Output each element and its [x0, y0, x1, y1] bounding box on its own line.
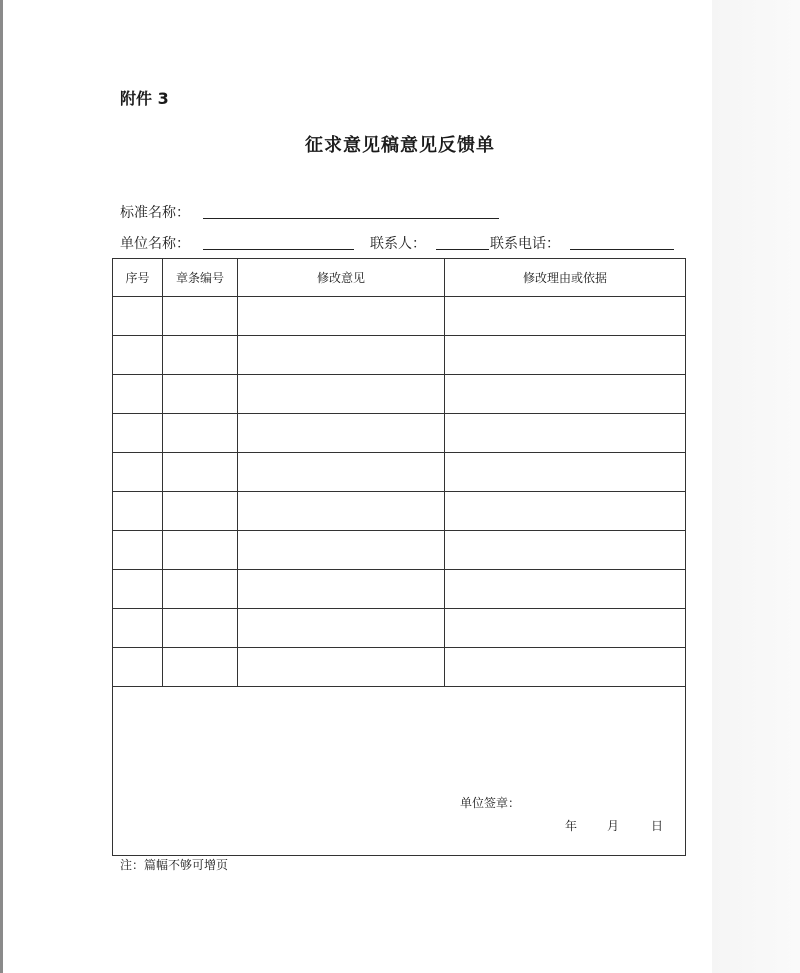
cell-revision-opinion[interactable] [238, 531, 445, 570]
table-row [113, 297, 686, 336]
cell-revision-opinion[interactable] [238, 492, 445, 531]
footnote: 注：篇幅不够可增页 [120, 858, 229, 872]
table-row [113, 609, 686, 648]
cell-revision-reason[interactable] [445, 297, 686, 336]
date-year-label: 年 [565, 819, 578, 833]
table-row [113, 570, 686, 609]
cell-revision-opinion[interactable] [238, 609, 445, 648]
signature-label: 单位签章： [460, 796, 521, 810]
cell-clause-no[interactable] [163, 492, 238, 531]
cell-serial-no[interactable] [113, 453, 163, 492]
signature-row [113, 687, 686, 856]
cell-revision-reason[interactable] [445, 609, 686, 648]
contact-line[interactable] [436, 249, 489, 250]
unit-name-label: 单位名称： [120, 236, 190, 252]
cell-revision-opinion[interactable] [238, 570, 445, 609]
table-row [113, 375, 686, 414]
cell-clause-no[interactable] [163, 336, 238, 375]
cell-clause-no[interactable] [163, 609, 238, 648]
cell-revision-reason[interactable] [445, 375, 686, 414]
cell-serial-no[interactable] [113, 609, 163, 648]
phone-label: 联系电话： [490, 236, 560, 252]
table-row [113, 414, 686, 453]
date-month-label: 月 [607, 819, 620, 833]
table-header-row [113, 259, 686, 297]
table-row [113, 336, 686, 375]
cell-clause-no[interactable] [163, 414, 238, 453]
signature-cell[interactable] [113, 687, 686, 856]
cell-revision-opinion[interactable] [238, 453, 445, 492]
cell-serial-no[interactable] [113, 297, 163, 336]
cell-clause-no[interactable] [163, 648, 238, 687]
date-day-label: 日 [651, 819, 664, 833]
cell-revision-reason[interactable] [445, 453, 686, 492]
cell-revision-opinion[interactable] [238, 414, 445, 453]
cell-revision-opinion[interactable] [238, 297, 445, 336]
cell-revision-reason[interactable] [445, 531, 686, 570]
cell-clause-no[interactable] [163, 297, 238, 336]
cell-revision-reason[interactable] [445, 336, 686, 375]
cell-revision-reason[interactable] [445, 648, 686, 687]
form-title: 征求意见稿意见反馈单 [305, 135, 495, 156]
table-row [113, 531, 686, 570]
cell-serial-no[interactable] [113, 414, 163, 453]
cell-clause-no[interactable] [163, 453, 238, 492]
cell-clause-no[interactable] [163, 531, 238, 570]
standard-name-line[interactable] [203, 218, 499, 219]
phone-line[interactable] [570, 249, 674, 250]
feedback-table [112, 258, 686, 856]
header-revision-opinion: 修改意见 [238, 259, 445, 297]
cell-revision-opinion[interactable] [238, 336, 445, 375]
cell-serial-no[interactable] [113, 336, 163, 375]
cell-revision-reason[interactable] [445, 492, 686, 531]
cell-clause-no[interactable] [163, 570, 238, 609]
cell-serial-no[interactable] [113, 531, 163, 570]
cell-serial-no[interactable] [113, 570, 163, 609]
header-serial-no: 序号 [113, 259, 163, 297]
cell-serial-no[interactable] [113, 492, 163, 531]
cell-clause-no[interactable] [163, 375, 238, 414]
cell-revision-reason[interactable] [445, 414, 686, 453]
cell-revision-opinion[interactable] [238, 648, 445, 687]
cell-serial-no[interactable] [113, 375, 163, 414]
unit-name-line[interactable] [203, 249, 354, 250]
cell-serial-no[interactable] [113, 648, 163, 687]
standard-name-label: 标准名称： [120, 205, 190, 221]
header-clause-no: 章条编号 [163, 259, 238, 297]
cell-revision-reason[interactable] [445, 570, 686, 609]
contact-label: 联系人： [370, 236, 426, 252]
table-row [113, 492, 686, 531]
attachment-label: 附件 3 [120, 89, 169, 108]
cell-revision-opinion[interactable] [238, 375, 445, 414]
table-row [113, 648, 686, 687]
table-row [113, 453, 686, 492]
header-revision-reason: 修改理由或依据 [445, 259, 686, 297]
